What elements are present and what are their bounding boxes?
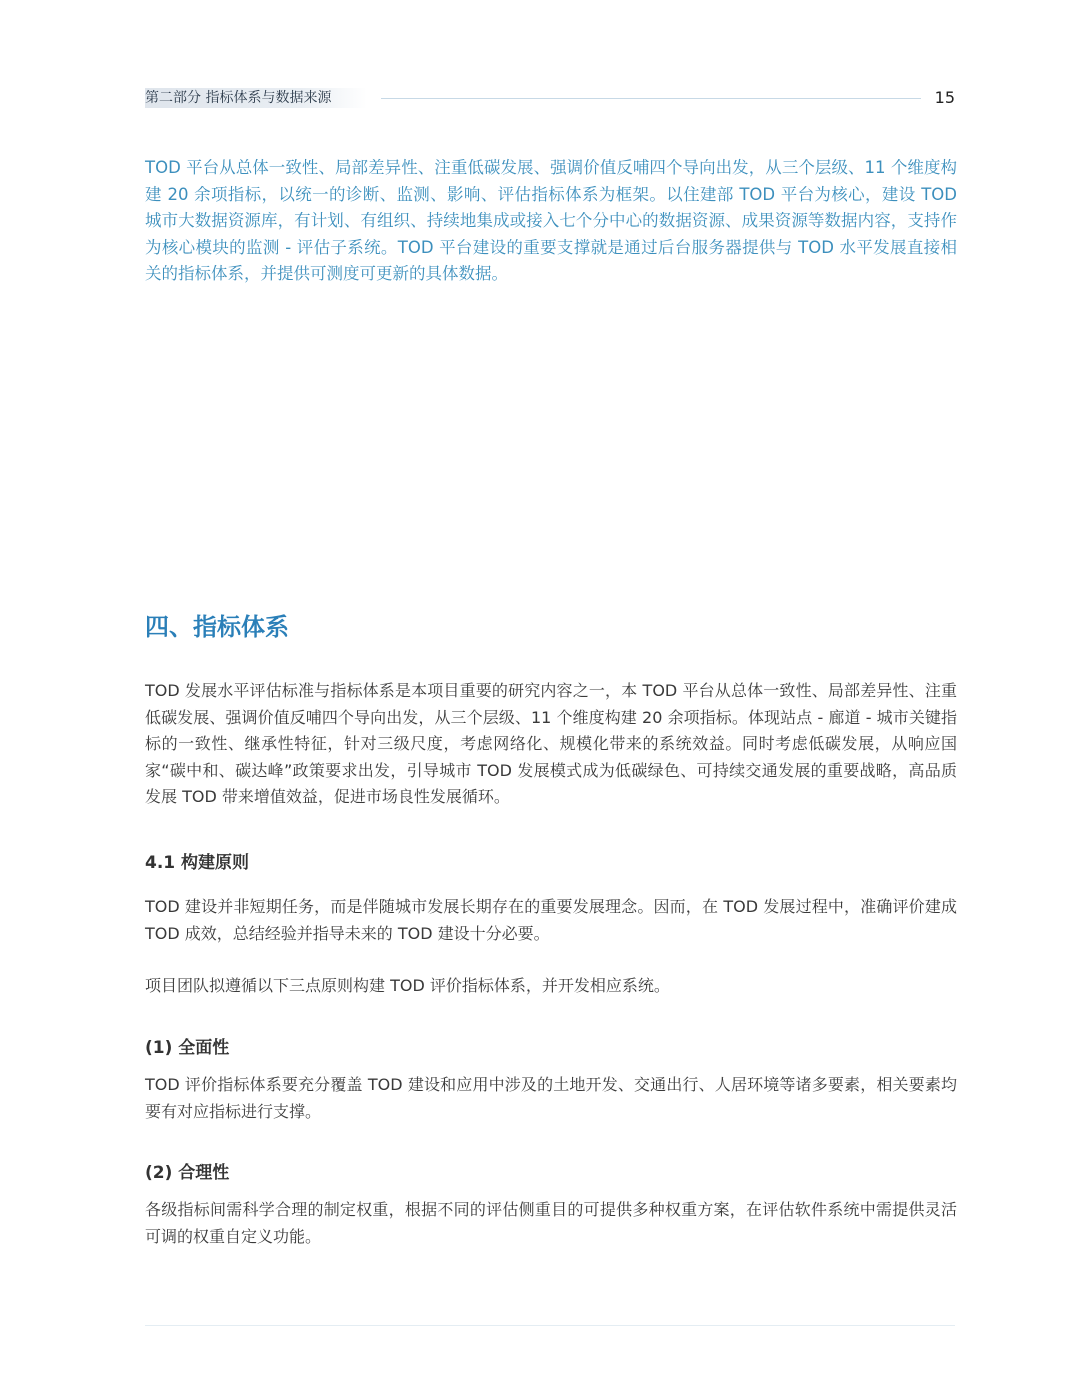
subsection-paragraph-1: TOD 建设并非短期任务，而是伴随城市发展长期存在的重要发展理念。因而，在 TOD 发展过程中，准确评价建成 TOD 成效，总结经验并指导未来的 TOD 建设十分必要。 <box>145 897 957 943</box>
section-title: 四、指标体系 <box>145 613 289 641</box>
page-number: 15 <box>934 88 955 107</box>
header-divider <box>381 98 921 99</box>
principle-title-2: (2) 合理性 <box>145 1163 230 1183</box>
principle-text-2: 各级指标间需科学合理的制定权重，根据不同的评估侧重目的可提供多种权重方案，在评估软件系统中需提供灵活可调的权重自定义功能。 <box>145 1200 957 1246</box>
page-header <box>145 86 955 110</box>
principle-text-1: TOD 评价指标体系要充分覆盖 TOD 建设和应用中涉及的土地开发、交通出行、人居环境等诸多要素，相关要素均要有对应指标进行支撑。 <box>145 1075 957 1121</box>
section-label: 第二部分 指标体系与数据来源 <box>145 88 367 108</box>
subsection-paragraph-2: 项目团队拟遵循以下三点原则构建 TOD 评价指标体系，并开发相应系统。 <box>145 976 670 995</box>
section-paragraph: TOD 发展水平评估标准与指标体系是本项目重要的研究内容之一，本 TOD 平台从总体一致性、局部差异性、注重低碳发展、强调价值反哺四个导向出发，从三个层级、11 个维度构建 20 余项指标。体现站点 - 廊道 - 城市关键指标的一致性、继承性特征，针对三级尺度，考虑网络化、规模化带来的系统效益。同时考虑低碳发展，从响应国家“碳中和、碳达峰”政策要求出发，引导城市 TOD 发展模式成为低碳绿色、可持续交通发展的重要战略，高品质发展 TOD 带来增值效益，促进市场良性发展循环。 <box>145 681 957 806</box>
principle-title-1: (1) 全面性 <box>145 1038 230 1058</box>
intro-paragraph: TOD 平台从总体一致性、局部差异性、注重低碳发展、强调价值反哺四个导向出发，从三个层级、11 个维度构建 20 余项指标，以统一的诊断、监测、影响、评估指标体系为框架。以住建部 TOD 平台为核心，建设 TOD 城市大数据资源库，有计划、有组织、持续地集成或接入七个分中心的数据资源、成果资源等数据内容，支持作为核心模块的监测 - 评估子系统。TOD 平台建设的重要支撑就是通过后台服务器提供与 TOD 水平发展直接相关的指标体系，并提供可测度可更新的具体数据。 <box>145 158 957 283</box>
subsection-title: 4.1 构建原则 <box>145 853 250 873</box>
footer-divider <box>145 1325 955 1326</box>
